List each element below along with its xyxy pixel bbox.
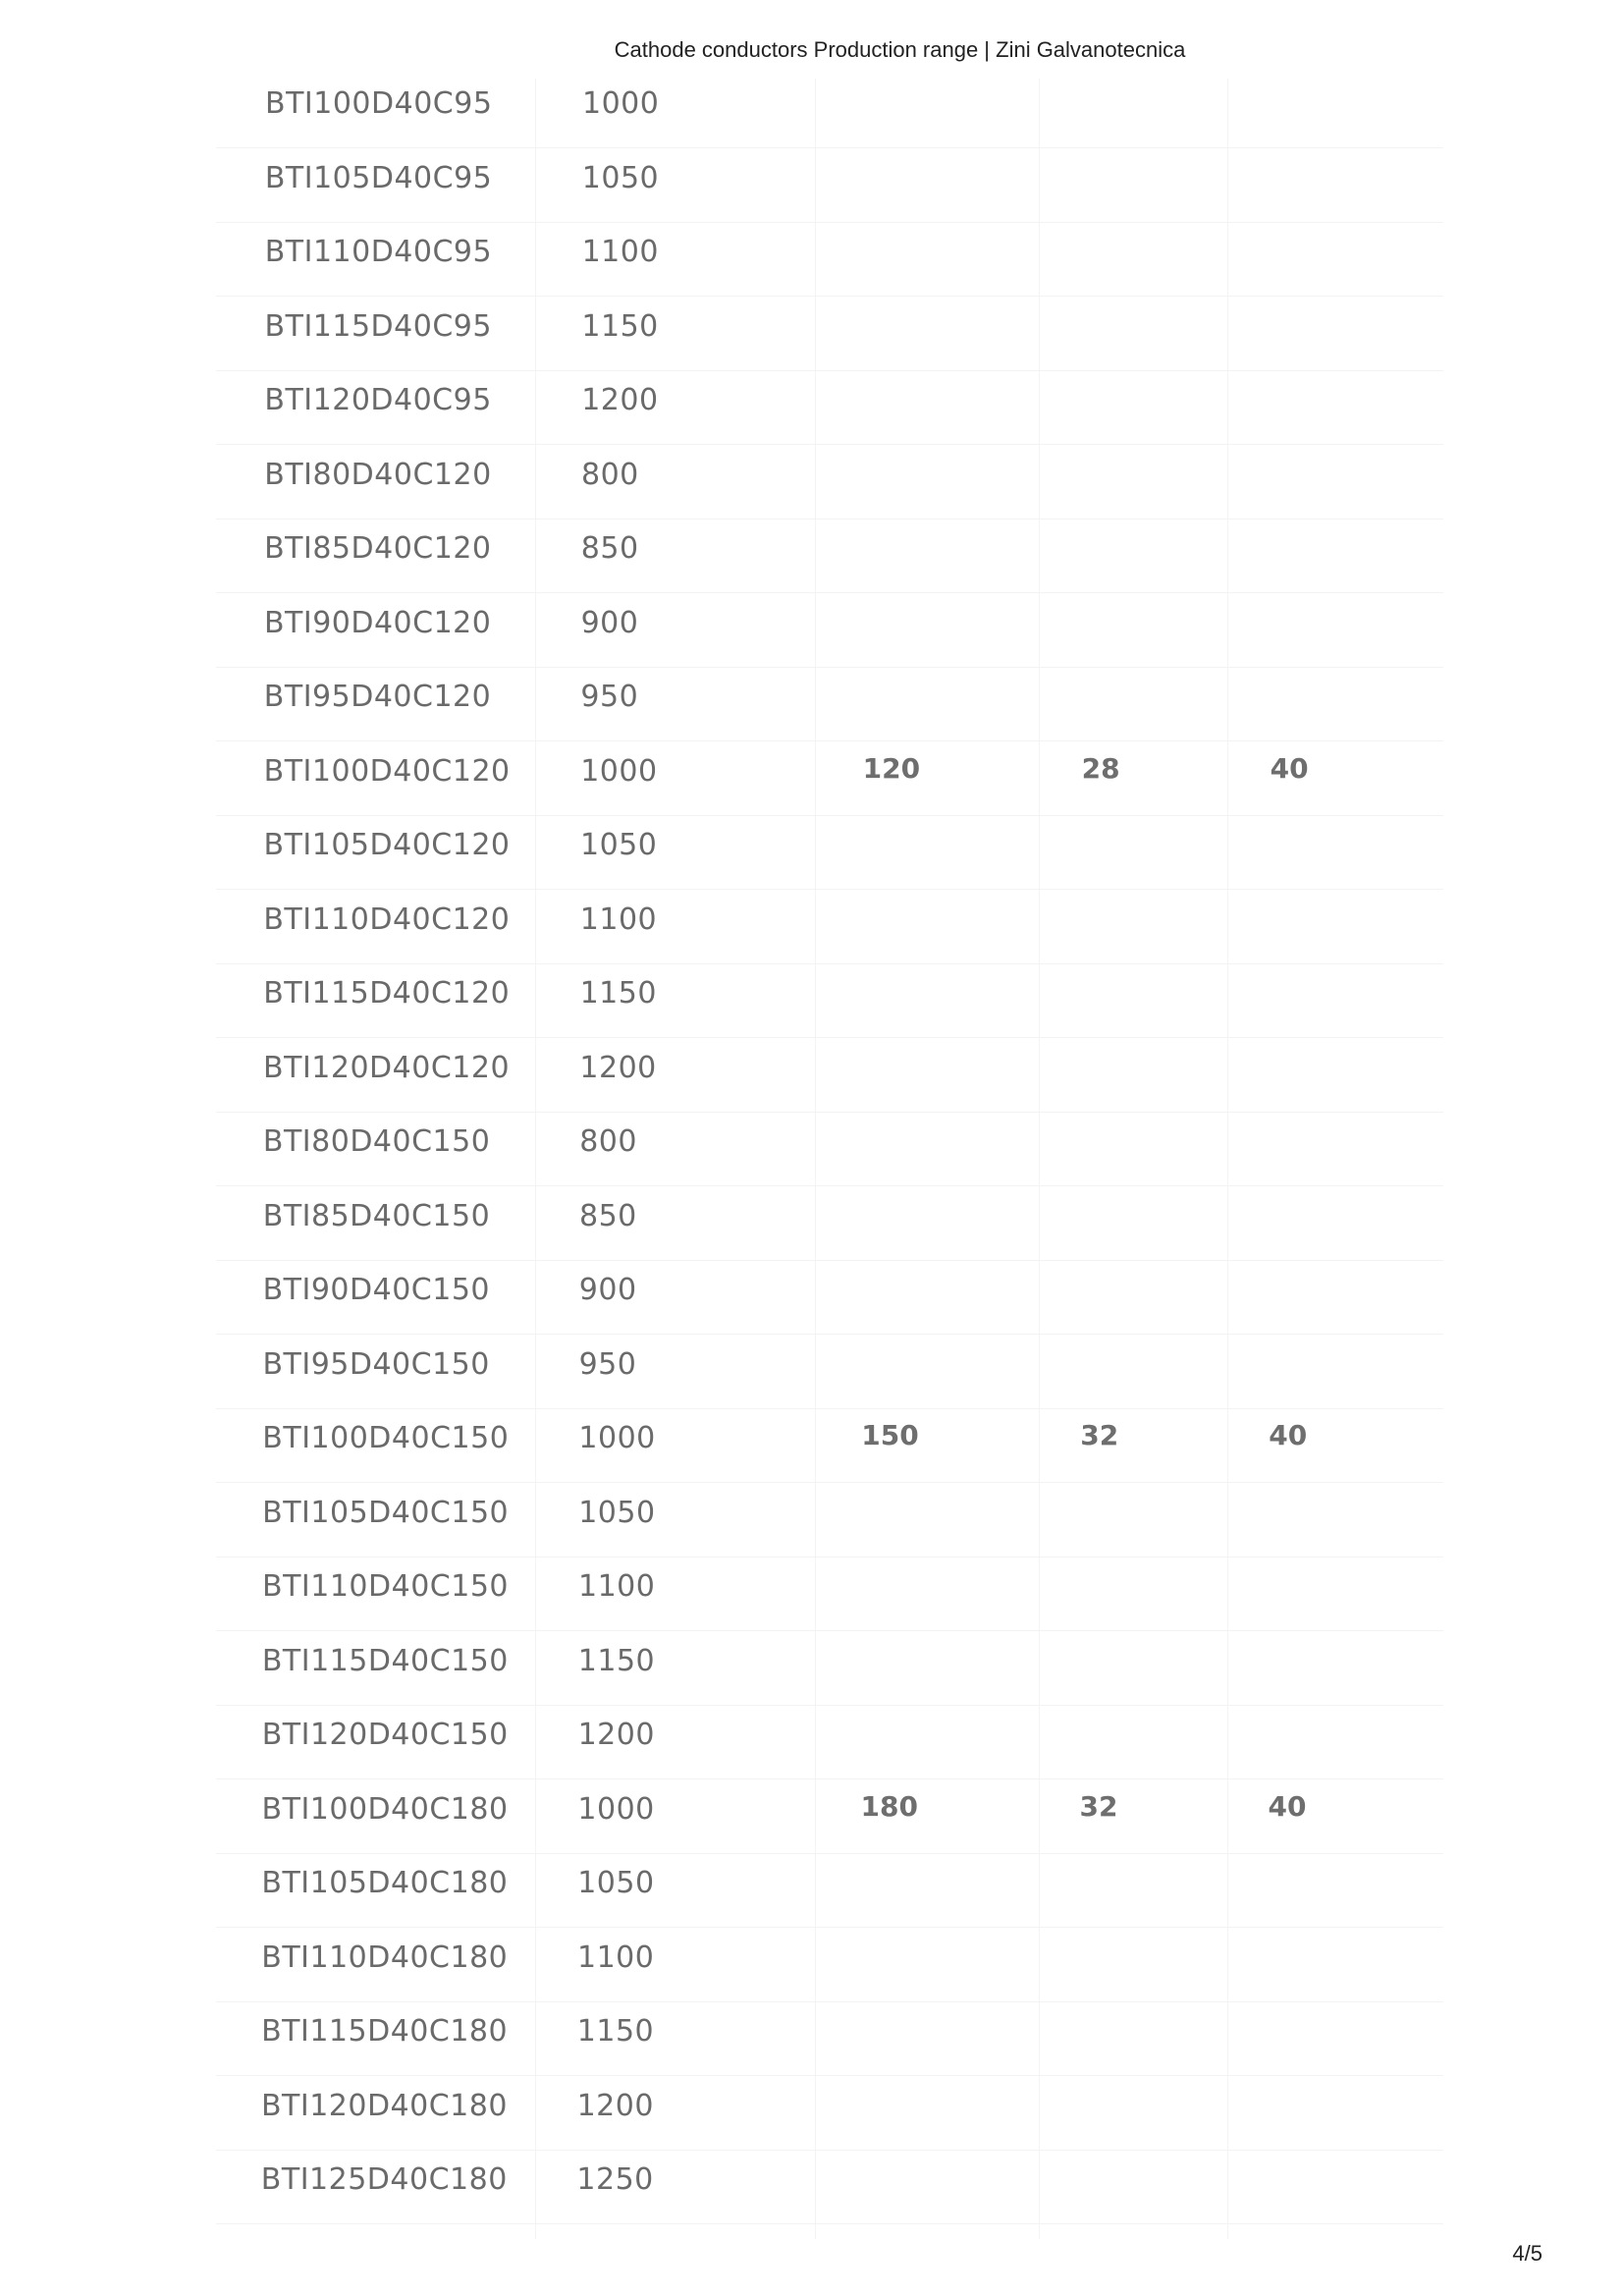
row-divider (216, 147, 1443, 148)
product-code: BTI95D40C120 (263, 680, 492, 714)
length-value: 1200 (577, 1718, 655, 1752)
length-value: 900 (578, 1273, 637, 1307)
column-divider (535, 79, 536, 2239)
product-code: BTI80D40C150 (262, 1124, 491, 1159)
length-value: 1000 (577, 1791, 655, 1827)
product-code: BTI115D40C120 (263, 976, 511, 1011)
row-divider (216, 222, 1443, 223)
row-divider (216, 2150, 1443, 2151)
row-divider (216, 1630, 1443, 1631)
row-divider (216, 2001, 1443, 2002)
product-code: BTI120D40C120 (263, 1050, 511, 1085)
length-value: 1050 (580, 828, 658, 862)
column-divider (1039, 79, 1040, 2239)
row-divider (216, 1853, 1443, 1854)
spec-thickness-value: 28 (1081, 751, 1120, 785)
row-divider (216, 1927, 1443, 1928)
product-code: BTI105D40C150 (262, 1495, 510, 1530)
product-code: BTI110D40C120 (263, 902, 511, 937)
product-code: BTI125D40C180 (260, 2162, 508, 2197)
spec-thickness-value: 32 (1080, 1419, 1119, 1451)
length-value: 1100 (577, 1940, 655, 1975)
length-value: 1200 (579, 1050, 657, 1085)
product-code: BTI115D40C95 (264, 308, 492, 344)
length-value: 1000 (582, 86, 660, 121)
length-value: 1000 (578, 1421, 656, 1455)
row-divider (216, 1408, 1443, 1409)
product-code: BTI115D40C150 (261, 1643, 509, 1678)
product-code: BTI120D40C180 (260, 2088, 508, 2123)
page-header: Cathode conductors Production range | Zini Galvanotecnica (614, 37, 1186, 62)
product-code: BTI100D40C180 (261, 1791, 509, 1827)
length-value: 1000 (580, 753, 658, 789)
product-code: BTI95D40C150 (262, 1346, 490, 1382)
length-value: 850 (579, 1198, 637, 1233)
product-code: BTI110D40C150 (262, 1569, 509, 1604)
spec-hole-value: 40 (1268, 1789, 1307, 1823)
product-code: BTI110D40C180 (261, 1940, 509, 1975)
product-code: BTI90D40C120 (263, 605, 492, 640)
product-code: BTI85D40C150 (262, 1198, 491, 1233)
row-divider (216, 2075, 1443, 2076)
length-value: 1100 (581, 235, 659, 269)
product-code: BTI105D40C180 (261, 1866, 509, 1900)
row-divider (216, 370, 1443, 371)
length-value: 1250 (576, 2162, 654, 2197)
row-divider (216, 1778, 1443, 1779)
row-divider (216, 1037, 1443, 1038)
spec-hole-value: 40 (1269, 1419, 1308, 1451)
length-value: 1200 (576, 2088, 654, 2123)
product-code: BTI90D40C150 (262, 1273, 491, 1307)
spec-width-value: 120 (862, 751, 921, 785)
product-code: BTI120D40C150 (261, 1718, 509, 1752)
row-divider (216, 1112, 1443, 1113)
product-code: BTI110D40C95 (264, 235, 493, 269)
row-divider (216, 592, 1443, 593)
spec-hole-value: 40 (1270, 751, 1309, 785)
product-code: BTI115D40C180 (261, 2014, 509, 2049)
product-code: BTI105D40C95 (264, 160, 493, 195)
length-value: 950 (578, 1346, 637, 1382)
length-value: 850 (580, 531, 639, 566)
length-value: 1150 (579, 976, 657, 1011)
length-value: 800 (579, 1124, 637, 1159)
length-value: 950 (580, 680, 639, 714)
product-code: BTI105D40C120 (263, 828, 511, 862)
row-divider (216, 1185, 1443, 1186)
row-divider (216, 2223, 1443, 2224)
product-code: BTI100D40C95 (265, 86, 493, 121)
row-divider (216, 815, 1443, 816)
length-value: 1100 (578, 1569, 656, 1604)
length-value: 1050 (581, 160, 660, 195)
length-value: 1100 (579, 902, 658, 937)
product-code: BTI100D40C150 (262, 1421, 510, 1455)
spec-width-value: 180 (860, 1789, 918, 1823)
length-value: 1150 (576, 2014, 655, 2049)
row-divider (216, 1260, 1443, 1261)
product-code: BTI100D40C120 (263, 753, 511, 789)
row-divider (216, 740, 1443, 741)
length-value: 1050 (577, 1866, 655, 1900)
column-divider (1227, 79, 1228, 2239)
product-code: BTI120D40C95 (264, 383, 492, 417)
length-value: 1150 (581, 308, 659, 344)
length-value: 800 (581, 457, 639, 492)
length-value: 1050 (578, 1495, 656, 1530)
row-divider (216, 889, 1443, 890)
row-divider (216, 1482, 1443, 1483)
row-divider (216, 296, 1443, 297)
product-code: BTI80D40C120 (264, 457, 492, 492)
column-divider (815, 79, 816, 2239)
row-divider (216, 1334, 1443, 1335)
spec-width-value: 150 (861, 1419, 919, 1451)
length-value: 900 (580, 605, 639, 640)
row-divider (216, 963, 1443, 964)
row-divider (216, 444, 1443, 445)
length-value: 1200 (581, 383, 659, 417)
length-value: 1150 (577, 1643, 656, 1678)
row-divider (216, 667, 1443, 668)
spec-thickness-value: 32 (1079, 1789, 1118, 1823)
row-divider (216, 1705, 1443, 1706)
product-code: BTI85D40C120 (264, 531, 492, 566)
page-number: 4/5 (1512, 2241, 1542, 2266)
row-divider (216, 1557, 1443, 1558)
